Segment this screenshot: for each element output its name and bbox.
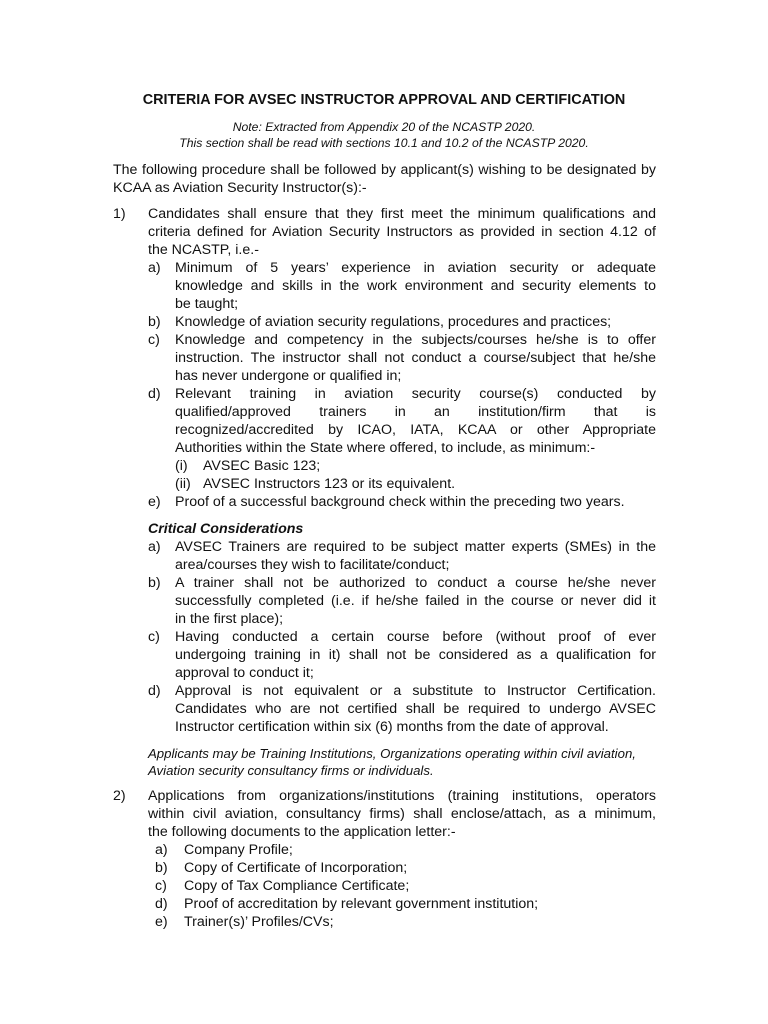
doc-item-b-label: b) [155, 860, 168, 876]
section-2-line-2: within civil aviation, consultancy firms) shall enclose/attach, as a minimum, [148, 806, 656, 822]
subitem-ii-label: (ii) [175, 476, 191, 492]
section-1-line-2: criteria defined for Aviation Security Instructors as provided in section 4.12 of [148, 224, 656, 240]
intro-line-2: KCAA as Aviation Security Instructor(s):- [113, 180, 367, 196]
subitem-i-text: AVSEC Basic 123; [203, 458, 321, 474]
critical-a-line-1: AVSEC Trainers are required to be subject matter experts (SMEs) in the [175, 539, 656, 555]
critical-a-line-2: area/courses they wish to facilitate/conduct; [175, 557, 450, 573]
critical-b-line-1: A trainer shall not be authorized to conduct a course he/she never [175, 575, 656, 591]
critical-b-line-2: successfully completed (i.e. if he/she failed in the course or never did it [175, 593, 656, 609]
critical-d-line-1: Approval is not equivalent or a substitute to Instructor Certification. [175, 683, 656, 699]
item-c-line-2: instruction. The instructor shall not conduct a course/subject that he/she [175, 350, 656, 366]
item-a-line-3: be taught; [175, 296, 239, 312]
item-e-label: e) [148, 494, 161, 510]
doc-item-a-text: Company Profile; [184, 842, 293, 858]
subitem-i-label: (i) [175, 458, 188, 474]
doc-item-c-label: c) [155, 878, 167, 894]
section-2-line-1: Applications from organizations/institutions (training institutions, operators [148, 788, 656, 804]
item-a-label: a) [148, 260, 161, 276]
applicants-note-line-2: Aviation security consultancy firms or individuals. [148, 763, 434, 778]
item-a-line-2: knowledge and skills in the work environment and security elements to [175, 278, 656, 294]
critical-c-line-1: Having conducted a certain course before (without proof of ever [175, 629, 656, 645]
item-b-label: b) [148, 314, 161, 330]
doc-item-c-text: Copy of Tax Compliance Certificate; [184, 878, 410, 894]
item-c-line-3: has never undergone or qualified in; [175, 368, 402, 384]
item-a-line-1: Minimum of 5 years’ experience in aviation security or adequate [175, 260, 656, 276]
critical-a-label: a) [148, 539, 161, 555]
doc-item-b-text: Copy of Certificate of Incorporation; [184, 860, 408, 876]
critical-considerations-heading: Critical Considerations [148, 521, 304, 537]
critical-b-line-3: in the first place); [175, 611, 284, 627]
item-c-label: c) [148, 332, 160, 348]
item-c-line-1: Knowledge and competency in the subjects/courses he/she is to offer [175, 332, 656, 348]
section-1-line-1: Candidates shall ensure that they first meet the minimum qualifications and [148, 206, 656, 222]
document-title: CRITERIA FOR AVSEC INSTRUCTOR APPROVAL AND CERTIFICATION [142, 92, 626, 108]
subitem-ii-text: AVSEC Instructors 123 or its equivalent. [203, 476, 456, 492]
section-2-number: 2) [113, 788, 126, 804]
section-2-line-3: the following documents to the application letter:- [148, 824, 456, 840]
applicants-note-line-1: Applicants may be Training Institutions, Organizations operating within civil aviation, [148, 746, 636, 761]
doc-item-a-label: a) [155, 842, 168, 858]
critical-d-line-3: Instructor certification within six (6) months from the date of approval. [175, 719, 609, 735]
item-d-line-2: qualified/approved trainers in an institution/firm that is [175, 404, 656, 420]
doc-item-d-text: Proof of accreditation by relevant government institution; [184, 896, 539, 912]
critical-d-label: d) [148, 683, 161, 699]
critical-c-line-3: approval to conduct it; [175, 665, 314, 681]
section-1-line-3: the NCASTP, i.e.- [148, 242, 259, 258]
doc-item-e-label: e) [155, 914, 168, 930]
item-d-label: d) [148, 386, 161, 402]
note-line-2: This section shall be read with sections 10.1 and 10.2 of the NCASTP 2020. [179, 136, 589, 150]
item-e-line-1: Proof of a successful background check within the preceding two years. [175, 494, 625, 510]
critical-c-label: c) [148, 629, 160, 645]
intro-line-1: The following procedure shall be followed by applicant(s) wishing to be designated by [113, 162, 656, 178]
note-line-1: Note: Extracted from Appendix 20 of the NCASTP 2020. [232, 120, 536, 134]
critical-c-line-2: undergoing training in it) shall not be considered as a qualification for [175, 647, 656, 663]
item-d-line-3: recognized/accredited by ICAO, IATA, KCAA or other Appropriate [175, 422, 656, 438]
item-b-line-1: Knowledge of aviation security regulations, procedures and practices; [175, 314, 612, 330]
item-d-line-4: Authorities within the State where offered, to include, as minimum:- [175, 440, 596, 456]
doc-item-e-text: Trainer(s)’ Profiles/CVs; [184, 914, 334, 930]
item-d-line-1: Relevant training in aviation security course(s) conducted by [175, 386, 656, 402]
critical-d-line-2: Candidates who are not certified shall be required to undergo AVSEC [175, 701, 656, 717]
critical-b-label: b) [148, 575, 161, 591]
doc-item-d-label: d) [155, 896, 168, 912]
section-1-number: 1) [113, 206, 126, 222]
